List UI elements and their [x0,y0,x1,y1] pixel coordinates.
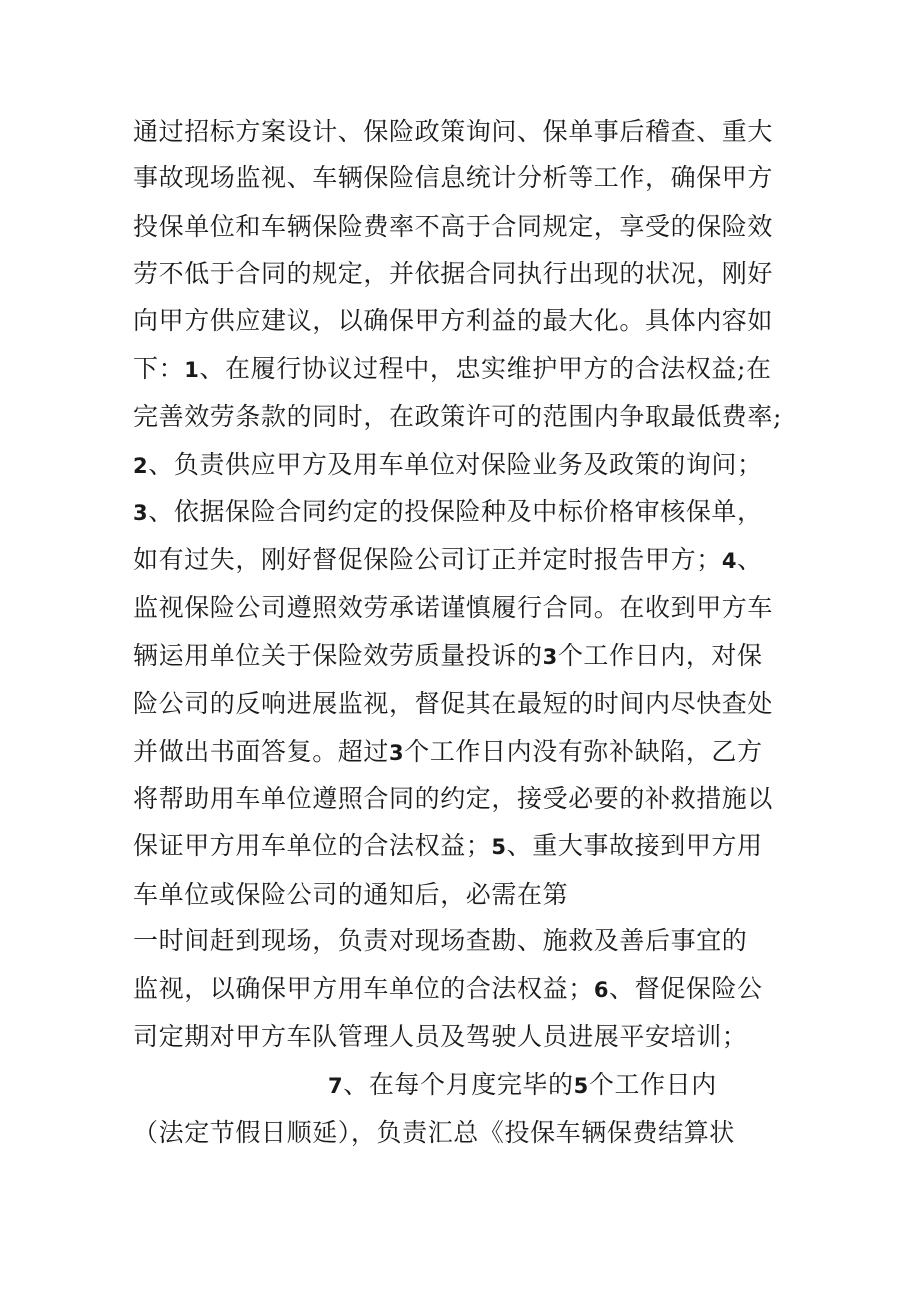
body-text-line [133,641,813,672]
text-run: 投保单位和车辆保险费率不高于合同规定，享受的保险效 [133,212,774,241]
body-text-line [133,497,813,528]
text-run: （法定节假日顺延），负责汇总《投保车辆保费结算状 [133,1118,735,1147]
clause-number: 3 [133,501,149,525]
text-run: 个工作日内没有弥补缺陷，乙方 [404,737,763,766]
text-run: 、依据保险合同约定的投保险种及中标价格审核保单， [148,497,763,526]
text-run: 司定期对甲方车队管理人员及驾驶人员进展平安培训； [133,1022,748,1051]
text-run: 向甲方供应建议，以确保甲方利益的最大化。具体内容如 [133,306,774,335]
clause-number: 3 [542,645,558,669]
text-run: 、督促保险公 [609,974,763,1003]
body-text-line [133,593,813,623]
text-run: 通过招标方案设计、保险政策询问、保单事后稽查、重大 [133,117,774,146]
clause-number: 2 [133,454,149,478]
clause-number: 5 [573,1074,589,1098]
clause-number: 5 [491,835,507,859]
body-text-line [133,117,813,147]
text-run: 、在履行协议过程中，忠实维护甲方的合法权益;在 [199,354,772,383]
body-text-line [133,212,813,242]
body-text-line [133,450,813,481]
body-text-line [133,880,813,910]
text-run: 劳不低于合同的规定，并依据合同执行出现的状况，刚好 [133,259,774,288]
clause-number: 1 [184,358,200,382]
text-run: 、在每个月度完毕的 [343,1070,574,1099]
text-run: 、 [737,545,763,574]
body-text-line [133,926,813,956]
text-run: 个工作日内，对保 [557,641,763,670]
body-text-line [133,689,813,719]
body-text-line [133,831,813,862]
body-text-line [133,1118,813,1148]
text-run: 将帮助用车单位遵照合同的约定，接受必要的补救措施以 [133,784,774,813]
text-run: 事故现场监视、车辆保险信息统计分析等工作，确保甲方 [133,163,774,192]
text-run: 险公司的反响进展监视，督促其在最短的时间内尽快查处 [133,689,774,718]
text-run: 一时间赶到现场，负责对现场查勘、施救及善后事宜的 [133,926,748,955]
text-run: 、负责供应甲方及用车单位对保险业务及政策的询问； [148,450,763,479]
text-run: 下： [133,354,185,383]
body-text-line [133,737,813,768]
body-text-line [328,1070,920,1101]
body-text-line [133,402,813,432]
text-run: 并做出书面答复。超过 [133,737,390,766]
text-run: 个工作日内 [588,1070,717,1099]
text-run: 监视，以确保甲方用车单位的合法权益； [133,974,594,1003]
body-text-line [133,163,813,193]
text-run: 、重大事故接到甲方用 [506,831,763,860]
text-run: 辆运用单位关于保险效劳质量投诉的 [133,641,543,670]
body-text-line [133,545,813,576]
text-run: 保证甲方用车单位的合法权益； [133,831,492,860]
text-run: 监视保险公司遵照效劳承诺谨慎履行合同。在收到甲方车 [133,593,774,622]
body-text-line [133,306,813,336]
clause-number: 7 [328,1074,344,1098]
body-text-line [133,259,813,289]
body-text-line [133,974,813,1005]
body-text-line [133,354,813,385]
text-run: 车单位或保险公司的通知后，必需在第 [133,880,569,909]
clause-number: 3 [389,741,405,765]
text-run: 完善效劳条款的同时，在政策许可的范围内争取最低费率; [133,402,783,431]
body-text-line [133,1022,813,1052]
text-run: 如有过失，刚好督促保险公司订正并定时报告甲方； [133,545,722,574]
clause-number: 6 [593,978,610,1002]
body-text-line [133,784,813,814]
clause-number: 4 [721,549,738,573]
